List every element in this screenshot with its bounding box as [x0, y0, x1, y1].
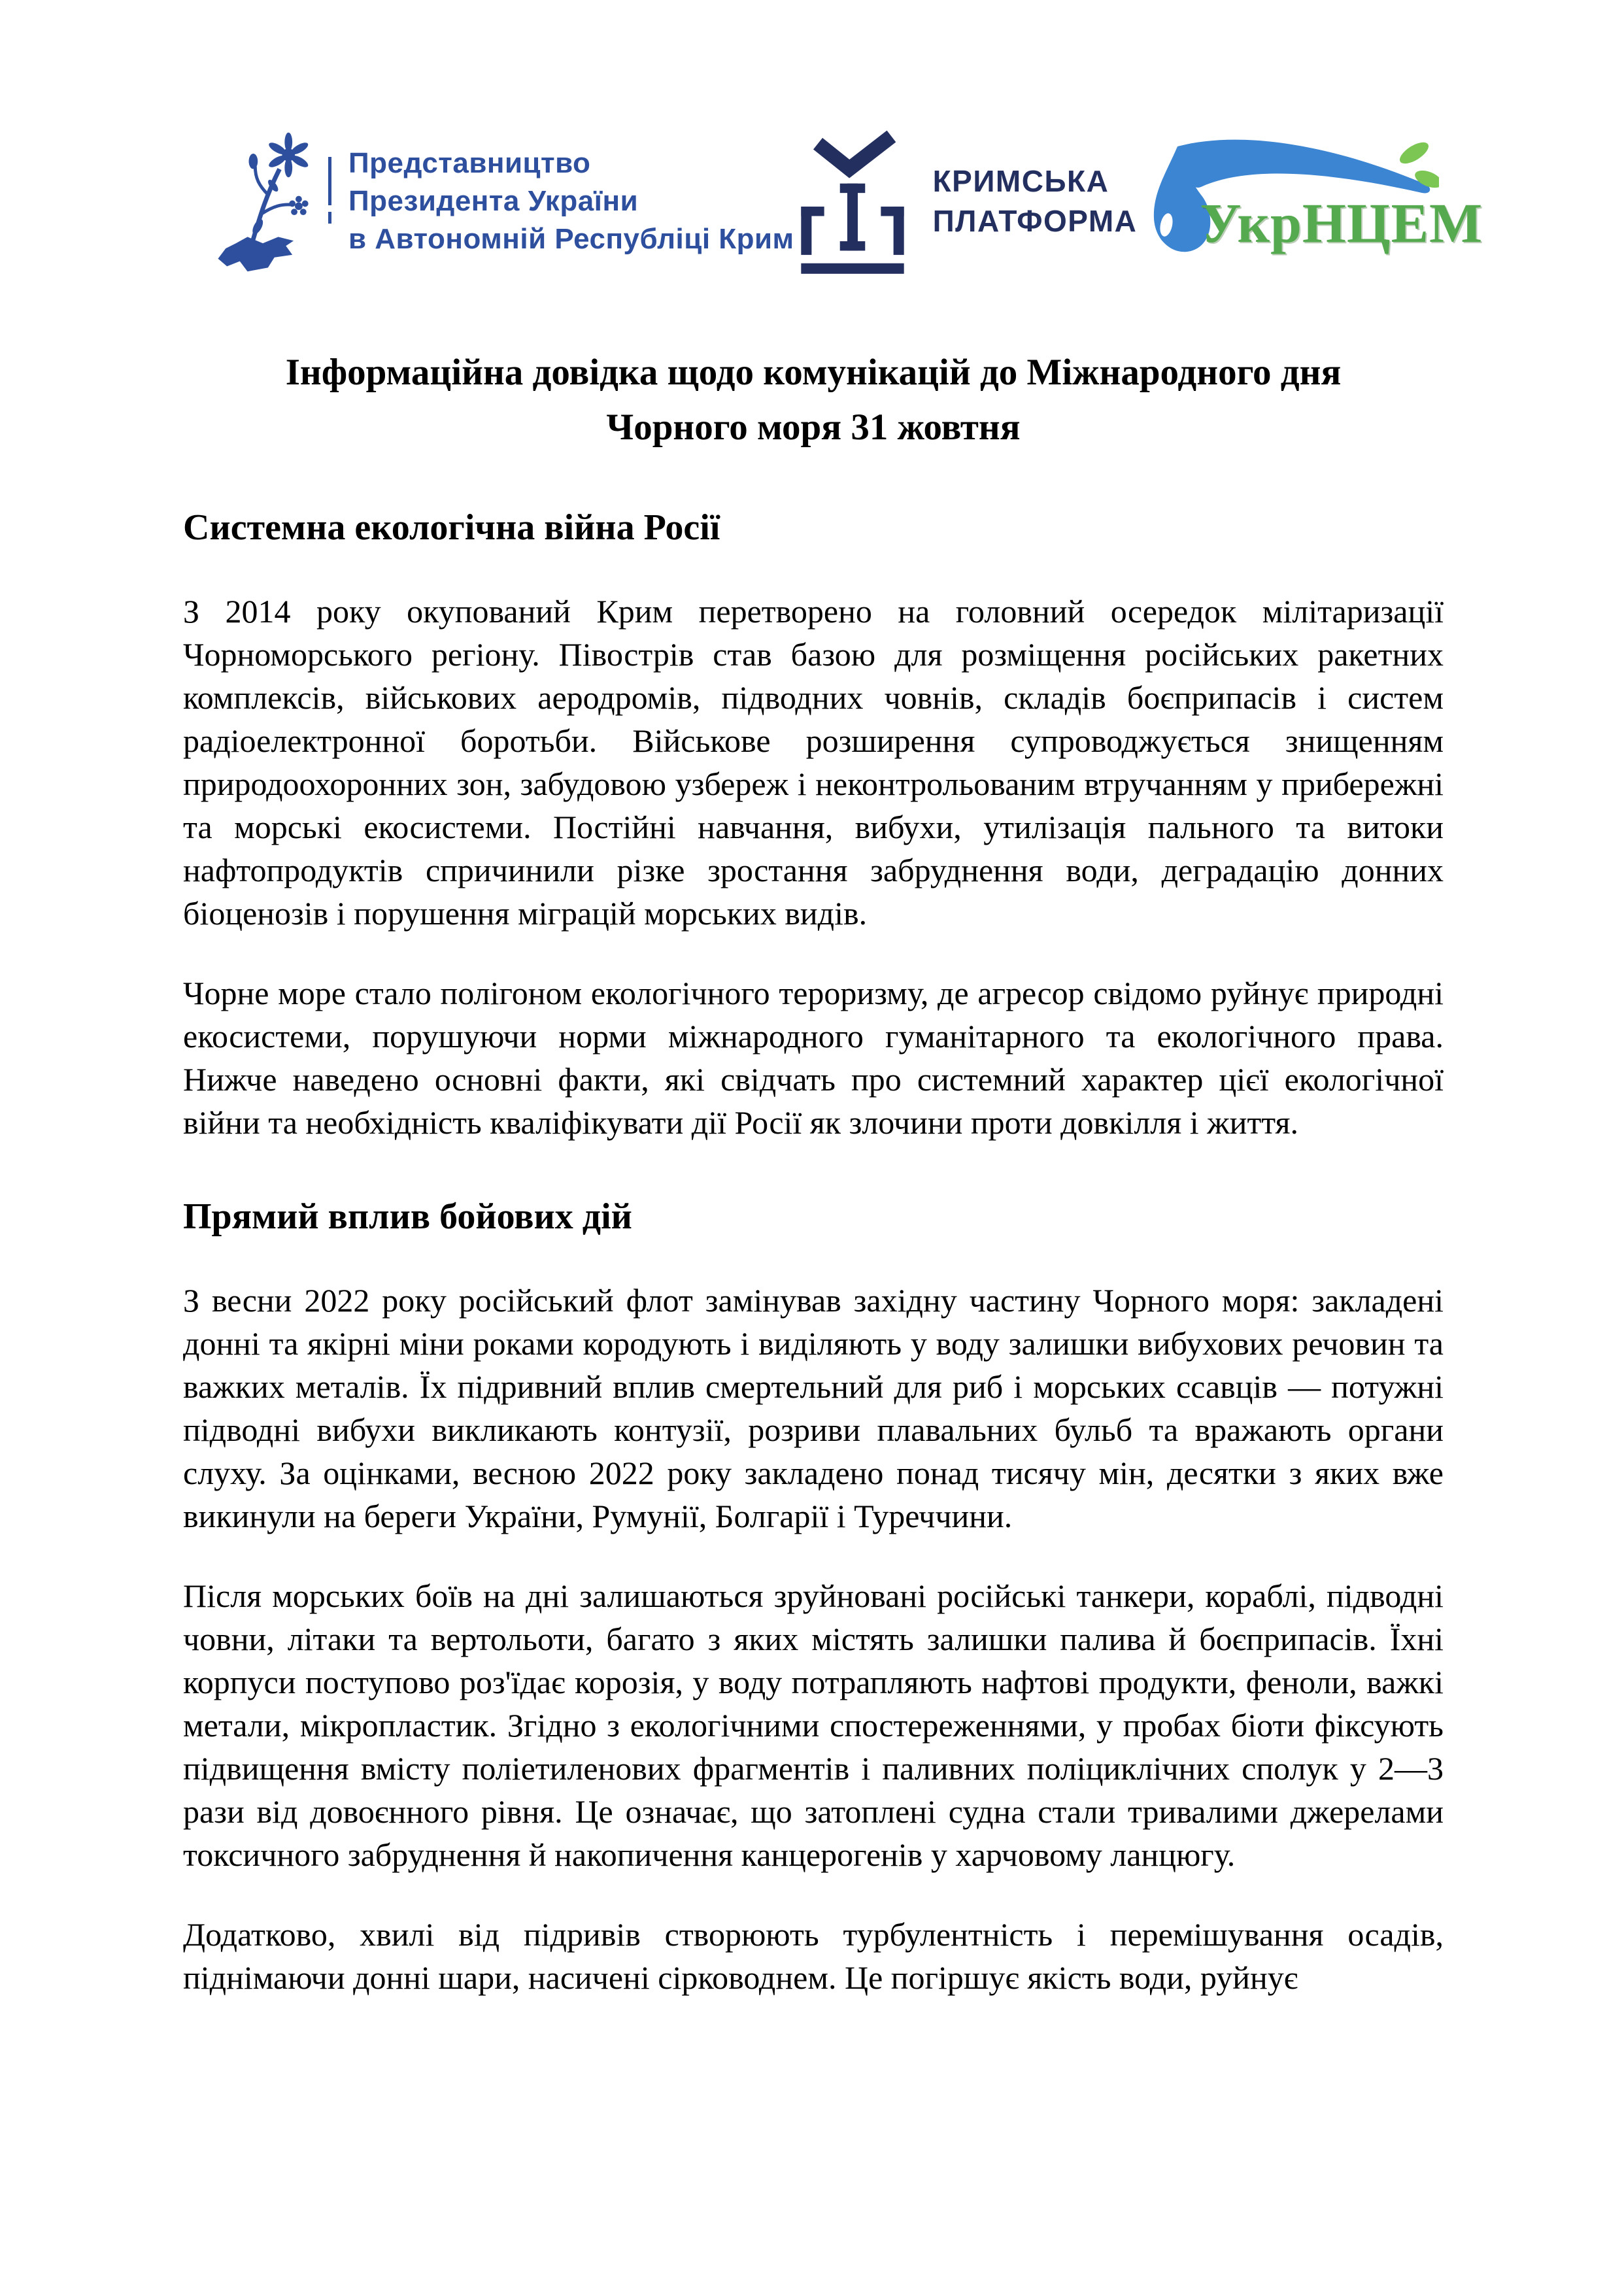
logo-divider	[328, 123, 331, 224]
header-logos	[183, 121, 1483, 281]
crimea-platform-logo-text	[933, 161, 1138, 241]
tamga-icon	[794, 127, 911, 276]
presidency-logo-text	[348, 144, 794, 258]
ukrncem-logo-text: УкрНЦЕМ	[1200, 191, 1483, 254]
crimea-platform-line-1: КРИМСЬКА	[932, 163, 1109, 198]
presidency-logo-line-1: Представництво	[348, 146, 591, 179]
ukrncem-logo	[1137, 132, 1483, 271]
crimea-platform-line-2: ПЛАТФОРМА	[932, 203, 1138, 238]
section-systemic-ecological-war	[183, 505, 1444, 1144]
document-title	[183, 345, 1444, 455]
presidency-logo-line-3: в Автономній Республіці Крим	[348, 222, 794, 255]
paragraph: Після морських боїв на дні залишаються зруйновані російські танкери, кораблі, підводні човни, літаки та вертольоти, багато з яких містять залишки палива й боєприпасів. Їхні корпуси поступово роз'їдає корозія, у воду потрапляють нафтові продукти, феноли, важкі метали, мікропластик. Згідно з екологічними спостереженнями, у пробах біоти фіксують підвищення вмісту поліетиленових фрагментів і паливних поліциклічних сполук у 2—3 рази від довоєнного рівня. Це означає, що затоплені судна стали тривалими джерелами токсичного забруднення й накопичення канцерогенів у харчовому ланцюгу.	[183, 1577, 1444, 1873]
presidency-logo-line-2: Президента України	[348, 184, 639, 217]
presidency-logo	[216, 123, 794, 280]
section-heading: Прямий вплив бойових дій	[183, 1196, 632, 1237]
section-heading: Системна екологічна війна Росії	[183, 507, 720, 548]
paragraph: Чорне море стало полігоном екологічного тероризму, де агресор свідомо руйнує природні екосистеми, порушуючи норми міжнародного гуманітарного та екологічного права. Нижче наведено основні факти, які свідчать про системний характер цієї екологічної війни та необхідність кваліфікувати дії Росії як злочини проти довкілля і життя.	[183, 975, 1444, 1141]
document-title-line-2: Чорного моря 31 жовтня	[606, 407, 1021, 448]
paragraph: З 2014 року окупований Крим перетворено на головний осередок мілітаризації Чорноморського регіону. Півострів став базою для розміщення російських ракетних комплексів, військових аеродромів, підводних човнів, складів боєприпасів і систем радіоелектронної боротьби. Військове розширення супроводжується знищенням природоохоронних зон, забудовою узбереж і неконтрольованим втручанням у прибережні та морські екосистеми. Постійні навчання, вибухи, утилізація пального та витоки нафтопродуктів спричинили різке зростання забруднення води, деградацію донних біоценозів і порушення міграцій морських видів.	[183, 593, 1444, 932]
section-direct-combat-impact	[183, 1194, 1444, 1999]
crimea-platform-logo	[794, 127, 1138, 276]
document-title-line-1: Інформаційна довідка щодо комунікацій до Міжнародного дня	[285, 352, 1342, 393]
paragraph: З весни 2022 року російський флот замінував західну частину Чорного моря: закладені донні та якірні міни роками кородують і виділяють у воду залишки вибухових речовин та важких металів. Їх підривний вплив смертельний для риб і морських ссавців — потужні підводні вибухи викликають контузії, розриви плавальних бульб та вражають органи слуху. За оцінками, весною 2022 року закладено понад тисячу мін, десятки з яких вже викинули на береги України, Румунії, Болгарії і Туреччини.	[183, 1282, 1444, 1534]
crimea-floral-ornament-icon	[216, 123, 314, 280]
paragraph: Додатково, хвилі від підривів створюють турбулентність і перемішування осадів, піднімаючи донні шари, насичені сірководнем. Це погіршує якість води, руйнує	[183, 1916, 1444, 1996]
